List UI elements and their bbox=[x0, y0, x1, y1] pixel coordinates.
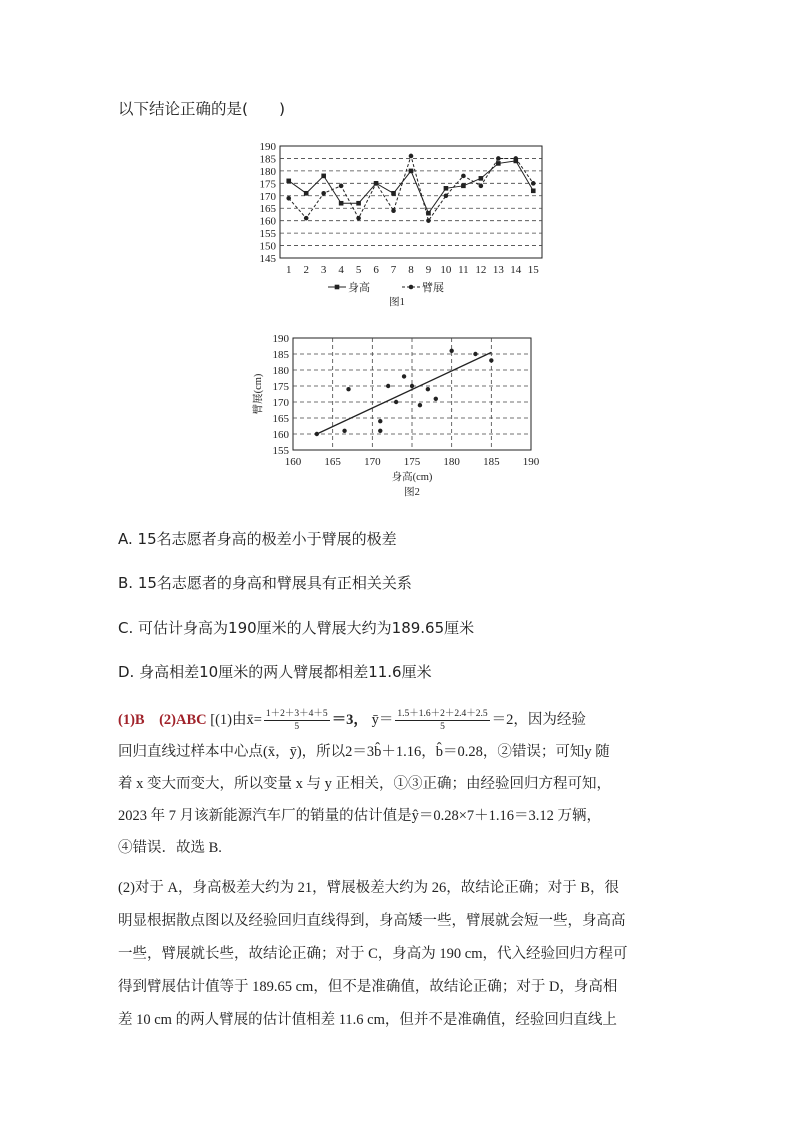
y-tick-label: 170 bbox=[259, 190, 276, 203]
y-bar: ȳ bbox=[371, 712, 379, 728]
data-point-height bbox=[409, 169, 414, 174]
figure-caption: 图2 bbox=[404, 487, 420, 498]
data-point-armspan bbox=[479, 184, 484, 189]
figure-2-scatter-chart bbox=[245, 330, 555, 509]
scatter-point bbox=[346, 387, 350, 391]
figure-caption: 图1 bbox=[389, 297, 405, 308]
option-c-label: C. bbox=[118, 619, 134, 637]
answer-part-2 bbox=[118, 872, 678, 1037]
data-point-height bbox=[479, 176, 484, 181]
legend-marker-armspan bbox=[409, 285, 414, 290]
answer2-line-4: 得到臂展估计值等于 189.65 cm，但不是准确值，故结论正确；对于 D，身高相 bbox=[118, 979, 618, 995]
data-point-height bbox=[444, 186, 449, 191]
x-tick-label: 185 bbox=[483, 456, 500, 468]
x-tick-label: 160 bbox=[284, 456, 302, 468]
y-tick-label: 190 bbox=[272, 333, 289, 345]
answer-line-1 bbox=[118, 704, 678, 736]
scatter-point bbox=[402, 374, 406, 378]
y-tick-label: 145 bbox=[259, 253, 276, 265]
fraction-x-den: 5 bbox=[294, 722, 300, 733]
y-tick-label: 160 bbox=[272, 429, 289, 441]
scatter-point bbox=[394, 400, 398, 404]
y-tick-label: 175 bbox=[272, 381, 289, 393]
y-tick-label: 175 bbox=[259, 178, 276, 191]
regression-line bbox=[317, 352, 492, 434]
x-tick-label: 170 bbox=[364, 456, 381, 468]
x-tick-label: 5 bbox=[355, 264, 362, 276]
fraction-y-num: 1.5＋1.6＋2＋2.4＋2.5 bbox=[397, 709, 488, 720]
figure-1-line-chart bbox=[240, 138, 560, 317]
answer-line-5: ④错误．故选 B. bbox=[118, 840, 222, 856]
x-axis-label: 身高(cm) bbox=[391, 472, 433, 483]
legend-label-armspan: 臂展 bbox=[422, 282, 444, 294]
option-d-label: D. bbox=[118, 663, 135, 681]
scatter-point bbox=[378, 429, 382, 433]
data-point-armspan bbox=[496, 156, 501, 161]
x-tick-label: 8 bbox=[408, 264, 414, 276]
scatter-point bbox=[386, 384, 390, 388]
scatter-point bbox=[410, 384, 414, 388]
scatter-chart-svg bbox=[245, 330, 555, 505]
data-point-armspan bbox=[444, 193, 449, 198]
legend-marker-height bbox=[335, 285, 340, 290]
y-tick-label: 150 bbox=[259, 240, 276, 253]
x-tick-label: 10 bbox=[440, 264, 452, 276]
x-tick-label: 12 bbox=[475, 264, 487, 276]
x-tick-label: 11 bbox=[458, 264, 469, 276]
answer2-line-1: (2)对于 A，身高极差大约为 21，臂展极差大约为 26，故结论正确；对于 B，很 bbox=[118, 880, 620, 896]
y-tick-label: 185 bbox=[272, 349, 289, 361]
answer-line-4: 2023 年 7 月该新能源汽车厂的销量的估计值是ŷ＝0.28×7＋1.16＝3.12 万辆， bbox=[118, 808, 602, 824]
result-x: ＝3， bbox=[331, 712, 368, 728]
scatter-point bbox=[489, 358, 493, 362]
y-tick-label: 165 bbox=[259, 203, 276, 216]
answer-tag: (1)B (2)ABC bbox=[118, 712, 207, 728]
question-intro: 以下结论正确的是( ) bbox=[118, 100, 286, 118]
x-tick-label: 4 bbox=[338, 264, 344, 276]
answer2-line-3: 一些，臂展就长些，故结论正确；对于 C，身高为 190 cm，代入经验回归方程可 bbox=[118, 946, 628, 962]
answer-line-2: 回归直线过样本中心点(x̄，ȳ)，所以2＝3b̂＋1.16，b̂＝0.28，②错误；可知y 随 bbox=[118, 744, 610, 760]
data-point-armspan bbox=[374, 181, 379, 186]
option-b bbox=[118, 572, 412, 593]
data-point-armspan bbox=[391, 208, 396, 213]
data-point-height bbox=[496, 161, 501, 166]
x-tick-label: 3 bbox=[320, 264, 327, 276]
eq-sign-2: ＝ bbox=[378, 712, 394, 728]
option-b-label: B. bbox=[118, 574, 134, 592]
data-point-armspan bbox=[339, 184, 344, 189]
data-point-armspan bbox=[531, 181, 536, 186]
option-c bbox=[118, 617, 474, 638]
option-a-text: 15名志愿者身高的极差小于臂展的极差 bbox=[137, 530, 397, 548]
x-tick-label: 165 bbox=[324, 456, 341, 468]
data-point-height bbox=[304, 191, 309, 196]
data-point-height bbox=[321, 174, 326, 179]
answer2-line-2: 明显根据散点图以及经验回归直线得到，身高矮一些，臂展就会短一些，身高高 bbox=[118, 913, 626, 929]
x-tick-label: 7 bbox=[390, 264, 397, 276]
x-tick-label: 14 bbox=[510, 264, 522, 276]
x-tick-label: 6 bbox=[373, 264, 379, 276]
scatter-point bbox=[342, 429, 346, 433]
answer-part-1 bbox=[118, 704, 678, 864]
x-tick-label: 9 bbox=[425, 264, 432, 276]
x-tick-label: 15 bbox=[527, 264, 539, 276]
option-a-label: A. bbox=[118, 530, 133, 548]
x-tick-label: 1 bbox=[285, 264, 292, 276]
x-tick-label: 190 bbox=[522, 456, 540, 468]
data-point-armspan bbox=[321, 191, 326, 196]
data-point-armspan bbox=[304, 216, 309, 221]
data-point-armspan bbox=[514, 156, 519, 161]
data-point-height bbox=[461, 184, 466, 189]
y-tick-label: 190 bbox=[259, 141, 276, 153]
fraction-y bbox=[395, 708, 489, 733]
x-tick-label: 180 bbox=[443, 456, 460, 468]
fraction-x bbox=[264, 708, 330, 733]
y-tick-label: 170 bbox=[272, 397, 289, 409]
option-c-text: 可估计身高为190厘米的人臂展大约为189.65厘米 bbox=[138, 619, 475, 637]
x-tick-label: 13 bbox=[492, 264, 504, 276]
scatter-point bbox=[426, 387, 430, 391]
answer-intro: [(1)由 bbox=[210, 712, 247, 728]
y-tick-label: 185 bbox=[259, 153, 276, 166]
x-tick-label: 2 bbox=[303, 264, 309, 276]
fraction-x-num: 1＋2＋3＋4＋5 bbox=[265, 709, 328, 720]
option-b-text: 15名志愿者的身高和臂展具有正相关关系 bbox=[137, 574, 412, 592]
y-tick-label: 160 bbox=[259, 215, 276, 228]
option-a bbox=[118, 528, 397, 549]
option-d-text: 身高相差10厘米的两人臂展都相差11.6厘米 bbox=[139, 663, 432, 681]
data-point-armspan bbox=[409, 154, 414, 159]
y-tick-label: 165 bbox=[272, 413, 289, 425]
data-point-armspan bbox=[356, 216, 361, 221]
data-point-armspan bbox=[461, 174, 466, 179]
x-tick-label: 175 bbox=[403, 456, 421, 468]
scatter-point bbox=[473, 352, 477, 356]
legend-label-height: 身高 bbox=[348, 282, 370, 294]
data-point-armspan bbox=[286, 196, 291, 201]
data-point-height bbox=[339, 201, 344, 206]
answer-line-3: 着 x 变大而变大，所以变量 x 与 y 正相关，①③正确；由经验回归方程可知， bbox=[118, 776, 611, 792]
scatter-point bbox=[315, 432, 319, 436]
answer2-line-5: 差 10 cm 的两人臂展的估计值相差 11.6 cm，但并不是准确值，经验回归直线上 bbox=[118, 1012, 617, 1028]
scatter-point bbox=[434, 397, 438, 401]
data-point-armspan bbox=[426, 218, 431, 223]
scatter-point bbox=[378, 419, 382, 423]
scatter-point bbox=[418, 403, 422, 407]
data-point-height bbox=[356, 201, 361, 206]
scatter-point bbox=[449, 349, 453, 353]
data-point-height bbox=[286, 179, 291, 184]
option-d bbox=[118, 661, 432, 682]
x-bar: x̄ bbox=[246, 712, 254, 728]
y-tick-label: 180 bbox=[272, 365, 289, 377]
fraction-y-den: 5 bbox=[440, 722, 445, 733]
y-axis-label: 臂展(cm) bbox=[253, 373, 264, 415]
data-point-height bbox=[391, 191, 396, 196]
line-chart-svg bbox=[240, 138, 560, 313]
y-tick-label: 180 bbox=[259, 165, 276, 178]
y-tick-label: 155 bbox=[259, 228, 276, 241]
y-tick-label: 155 bbox=[272, 445, 289, 457]
data-point-height bbox=[531, 189, 536, 194]
eq-sign: = bbox=[253, 712, 262, 728]
result-y: ＝2，因为经验 bbox=[491, 712, 586, 728]
